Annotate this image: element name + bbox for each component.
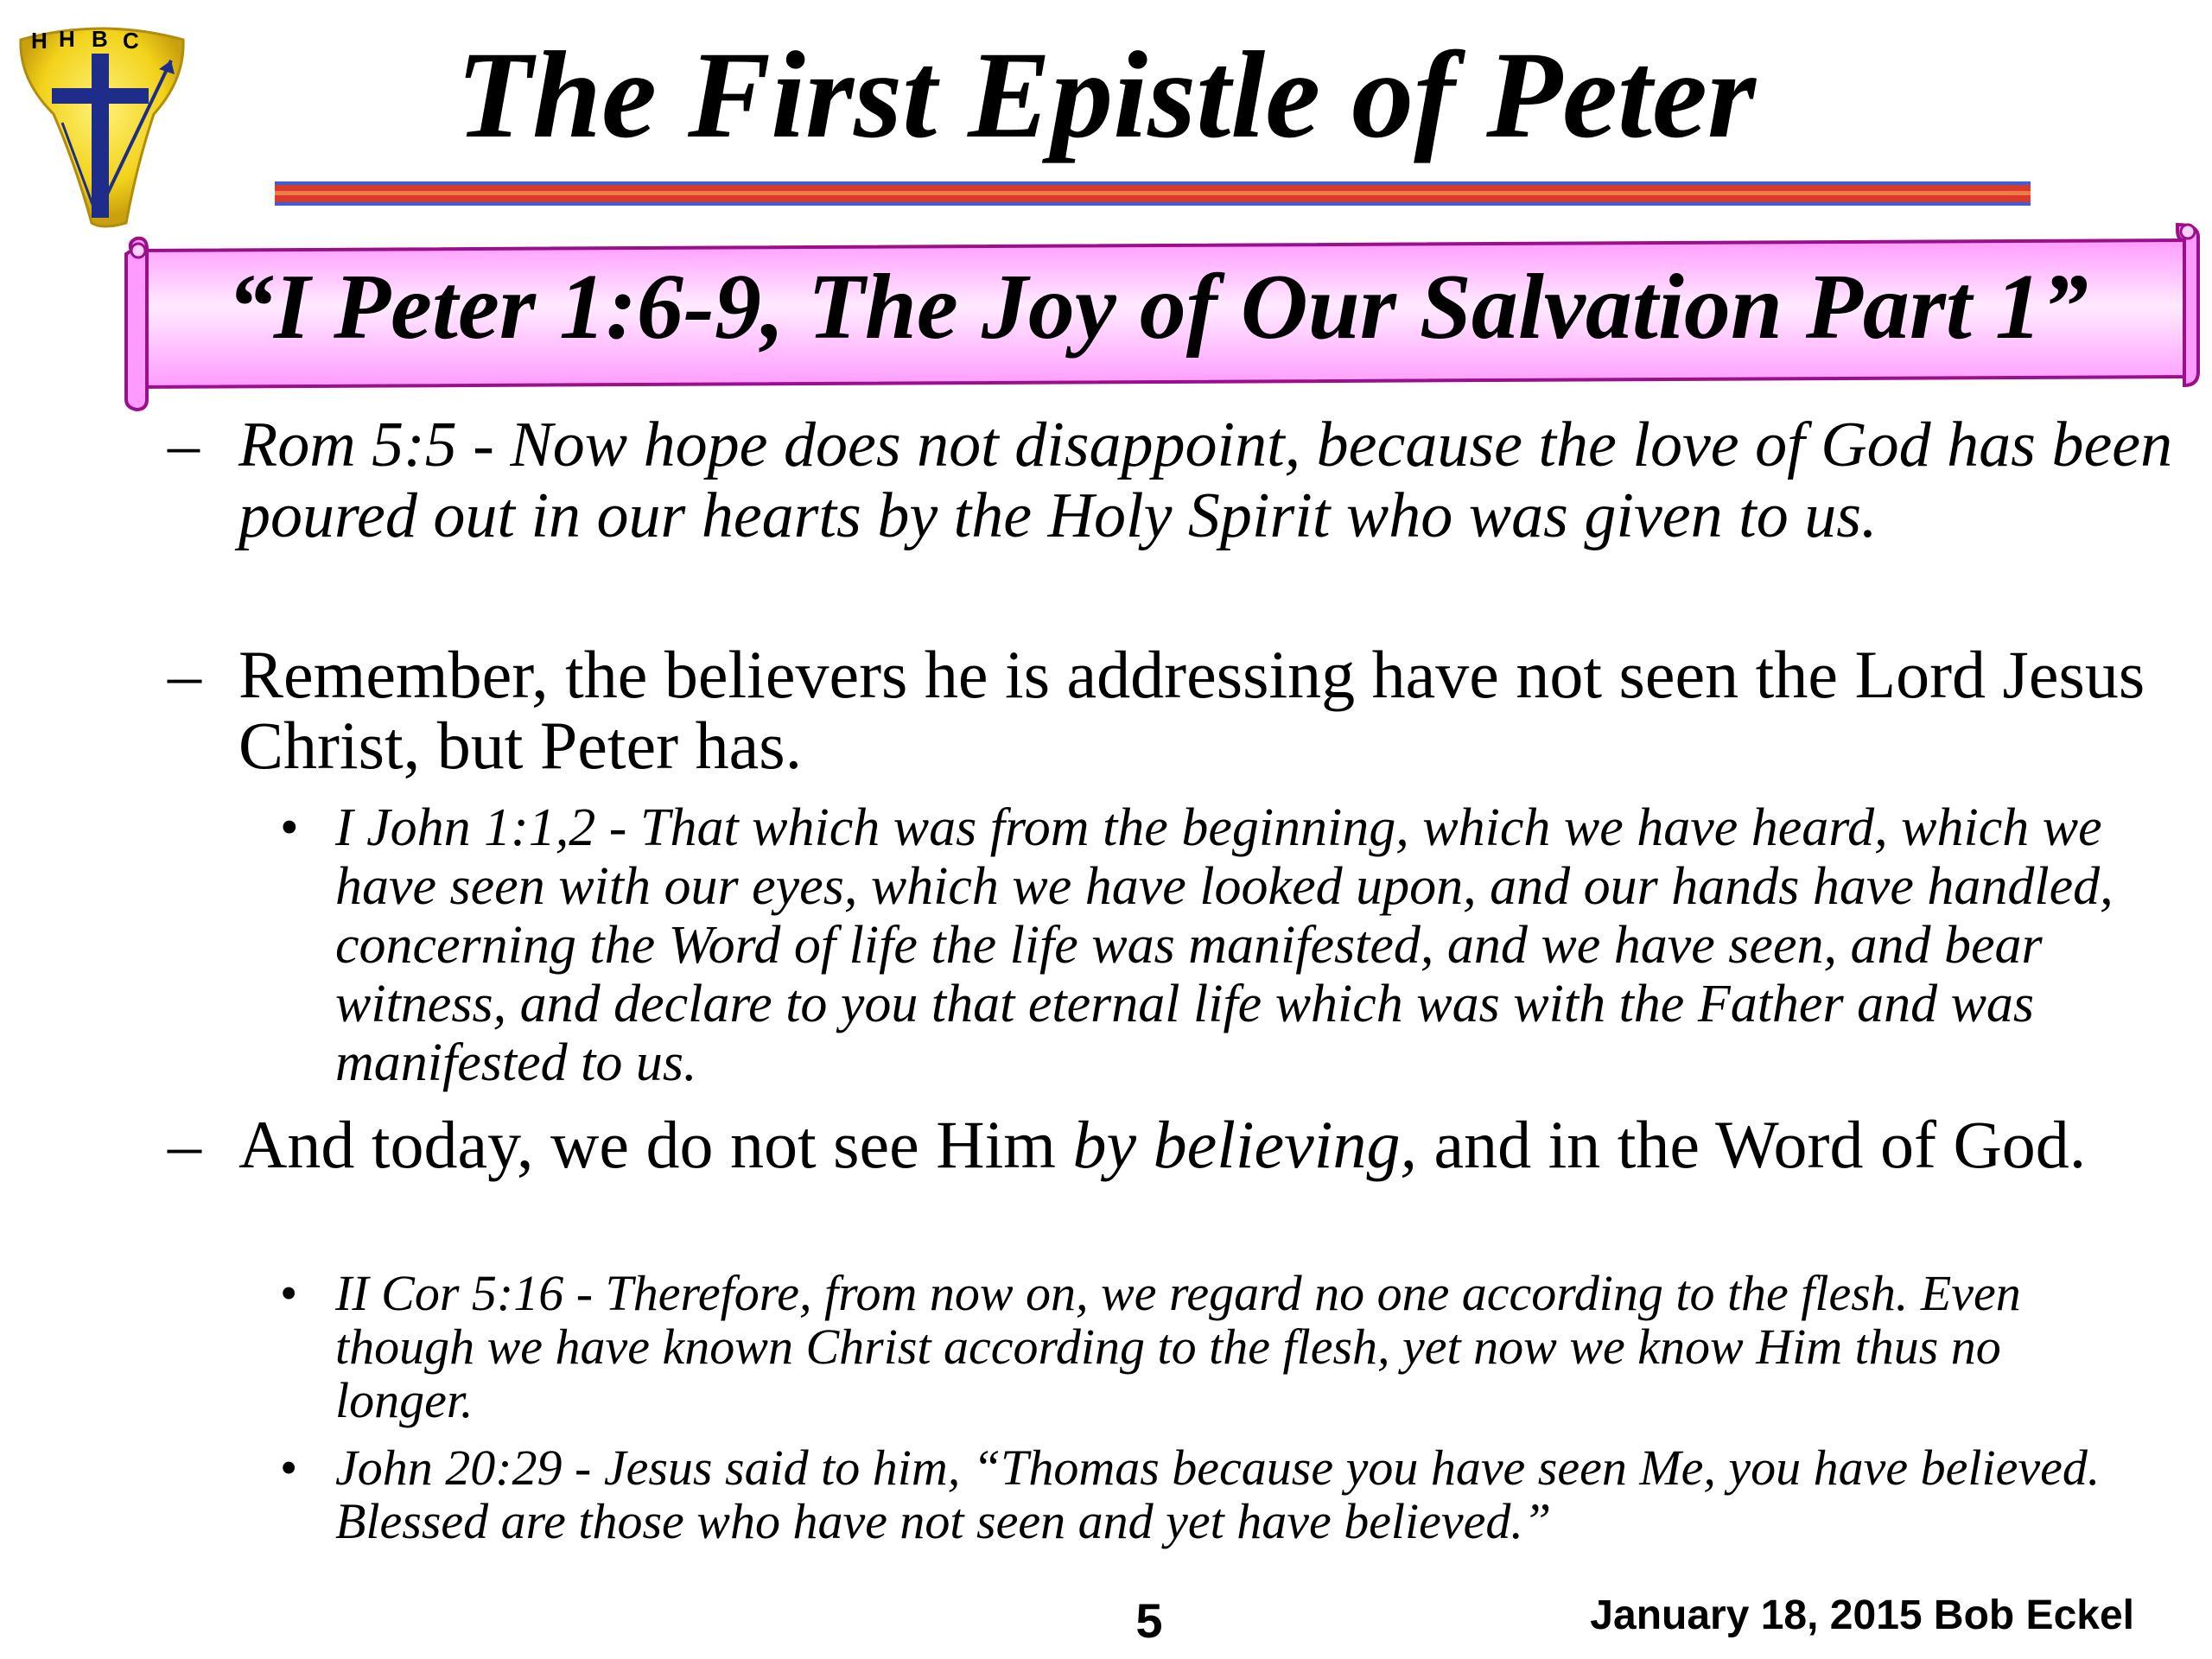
title-underline xyxy=(275,181,2031,206)
dash-marker: – xyxy=(168,410,200,480)
svg-text:H: H xyxy=(59,26,75,52)
svg-text:B: B xyxy=(92,26,108,52)
bullet-text: Remember, the believers he is addressing have not seen the Lord Jesus Christ, but Peter has. xyxy=(238,637,2145,783)
footer-credit: January 18, 2015 Bob Eckel xyxy=(1590,1592,2134,1638)
slide-number: 5 xyxy=(1135,1593,1163,1648)
sub-bullet-i-john-1-1-2 xyxy=(280,798,2150,1092)
sub-bullet-text: I John 1:1,2 - That which was from the beginning, which we have heard, which we have seen with our eyes, which we have looked upon, and our hands have handled, concerning the Word of life the life was manifested, and we have seen, and bear witness, and declare to you that eternal life which was with the Father and was manifested to us. xyxy=(335,798,2113,1092)
bullet-text-after: and in the Word of God. xyxy=(1416,1107,2087,1182)
dot-marker: • xyxy=(280,798,299,857)
svg-text:C: C xyxy=(123,28,139,54)
sub-bullet-ii-cor-5-16 xyxy=(280,1265,2150,1428)
bullet-rom-5-5 xyxy=(168,410,2174,551)
bullet-text-before: And today, we do not see Him xyxy=(238,1107,1073,1182)
dash-marker: – xyxy=(168,1107,201,1182)
dot-marker: • xyxy=(280,1440,298,1496)
dot-marker: • xyxy=(280,1265,298,1321)
sub-bullet-text: II Cor 5:16 - Therefore, from now on, we regard no one according to the flesh. Even though we have known Christ according to the flesh, yet now we know Him thus no longer. xyxy=(335,1265,2021,1428)
sub-bullet-text: John 20:29 - Jesus said to him, “Thomas because you have seen Me, you have believed. Blessed are those who have not seen and yet have believed.” xyxy=(335,1440,2101,1549)
bullet-remember xyxy=(168,637,2174,783)
bullet-text-emphasis: by believing, xyxy=(1072,1107,1417,1182)
page-title: The First Epistle of Peter xyxy=(456,27,1756,164)
sub-bullet-john-20-29 xyxy=(280,1440,2150,1549)
svg-text:H: H xyxy=(31,28,48,54)
slide-subtitle: “I Peter 1:6-9, The Joy of Our Salvation Part 1” xyxy=(227,256,2088,359)
bullet-today xyxy=(168,1107,2174,1182)
bullet-text: Rom 5:5 - Now hope does not disappoint, because the love of God has been poured out in our hearts by the Holy Spirit who was given to us. xyxy=(238,410,2173,551)
dash-marker: – xyxy=(168,637,201,712)
